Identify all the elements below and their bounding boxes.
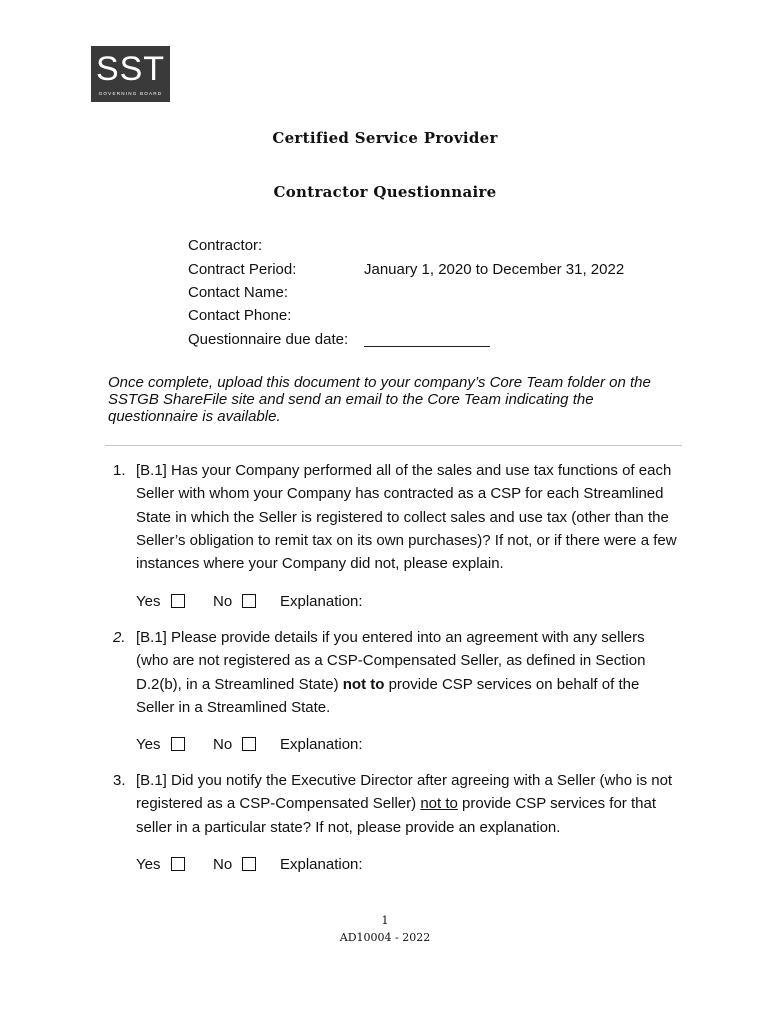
question-3-emphasis: not to (420, 795, 458, 813)
q1-no-label: No (213, 593, 233, 610)
divider (105, 445, 682, 446)
question-3-text (136, 769, 681, 839)
q2-explanation-label: Explanation: (280, 736, 363, 753)
q3-yes-checkbox[interactable] (171, 857, 185, 871)
question-3-text-before: [B.1] Did you notify the Executive Director after agreeing with a Seller (who is not registered as a CSP-Compensated Seller) (136, 772, 673, 813)
q1-yes-label: Yes (136, 593, 161, 610)
q2-yes-checkbox[interactable] (171, 737, 185, 751)
q1-no-checkbox[interactable] (242, 594, 256, 608)
due-date-label: Questionnaire due date: (188, 331, 349, 348)
contact-name-label: Contact Name: (188, 284, 289, 301)
question-3-number: 3. (113, 772, 126, 789)
contact-phone-label: Contact Phone: (188, 307, 292, 324)
logo-subtext: GOVERNING BOARD (98, 91, 163, 96)
q1-explanation-label: Explanation: (280, 593, 363, 610)
q3-yes-label: Yes (136, 856, 161, 873)
contract-period-label: Contract Period: (188, 261, 297, 278)
due-date-blank[interactable] (364, 346, 490, 347)
instructions-text: Once complete, upload this document to your company’s Core Team folder on the SSTGB ShareFile site and send an email to the Core Team indicating the questionnaire is available. (108, 374, 651, 425)
q3-no-checkbox[interactable] (242, 857, 256, 871)
document-subtitle: Contractor Questionnaire (273, 183, 497, 201)
question-2-text-after: provide CSP services on behalf of the Seller in a Streamlined State. (136, 675, 640, 716)
q2-yes-label: Yes (136, 736, 161, 753)
question-1-number: 1. (113, 462, 126, 479)
question-1-text: [B.1] Has your Company performed all of the sales and use tax functions of each Seller with whom your Company has contracted as a CSP for each Streamlined State in which the Seller is registered to collect sales and use tax (other than the Seller’s obligation to remit tax on its own purchases)? If not, or if there were a few instances where your Company did not, please explain. (136, 462, 677, 573)
question-2-number: 2. (113, 629, 126, 646)
q3-explanation-label: Explanation: (280, 856, 363, 873)
page-number: 1 (381, 914, 389, 927)
question-2-text-before: [B.1] Please provide details if you entered into an agreement with any sellers (who are not registered as a CSP-Compensated Seller, as defined in Section D.2(b), in a Streamlined State) (136, 629, 646, 693)
question-3-text-after: provide CSP services for that seller in a particular state? If not, please provide an explanation. (136, 795, 656, 836)
q2-no-checkbox[interactable] (242, 737, 256, 751)
logo-text: SST (95, 50, 166, 88)
form-code: AD10004 - 2022 (339, 931, 431, 944)
question-2-text (136, 626, 681, 719)
q1-yes-checkbox[interactable] (171, 594, 185, 608)
contractor-label: Contractor: (188, 237, 263, 254)
q2-no-label: No (213, 736, 233, 753)
question-2-emphasis: not to (342, 675, 385, 693)
q3-no-label: No (213, 856, 233, 873)
document-title: Certified Service Provider (272, 129, 498, 147)
contract-period-value: January 1, 2020 to December 31, 2022 (364, 261, 625, 278)
sst-logo (91, 46, 170, 102)
